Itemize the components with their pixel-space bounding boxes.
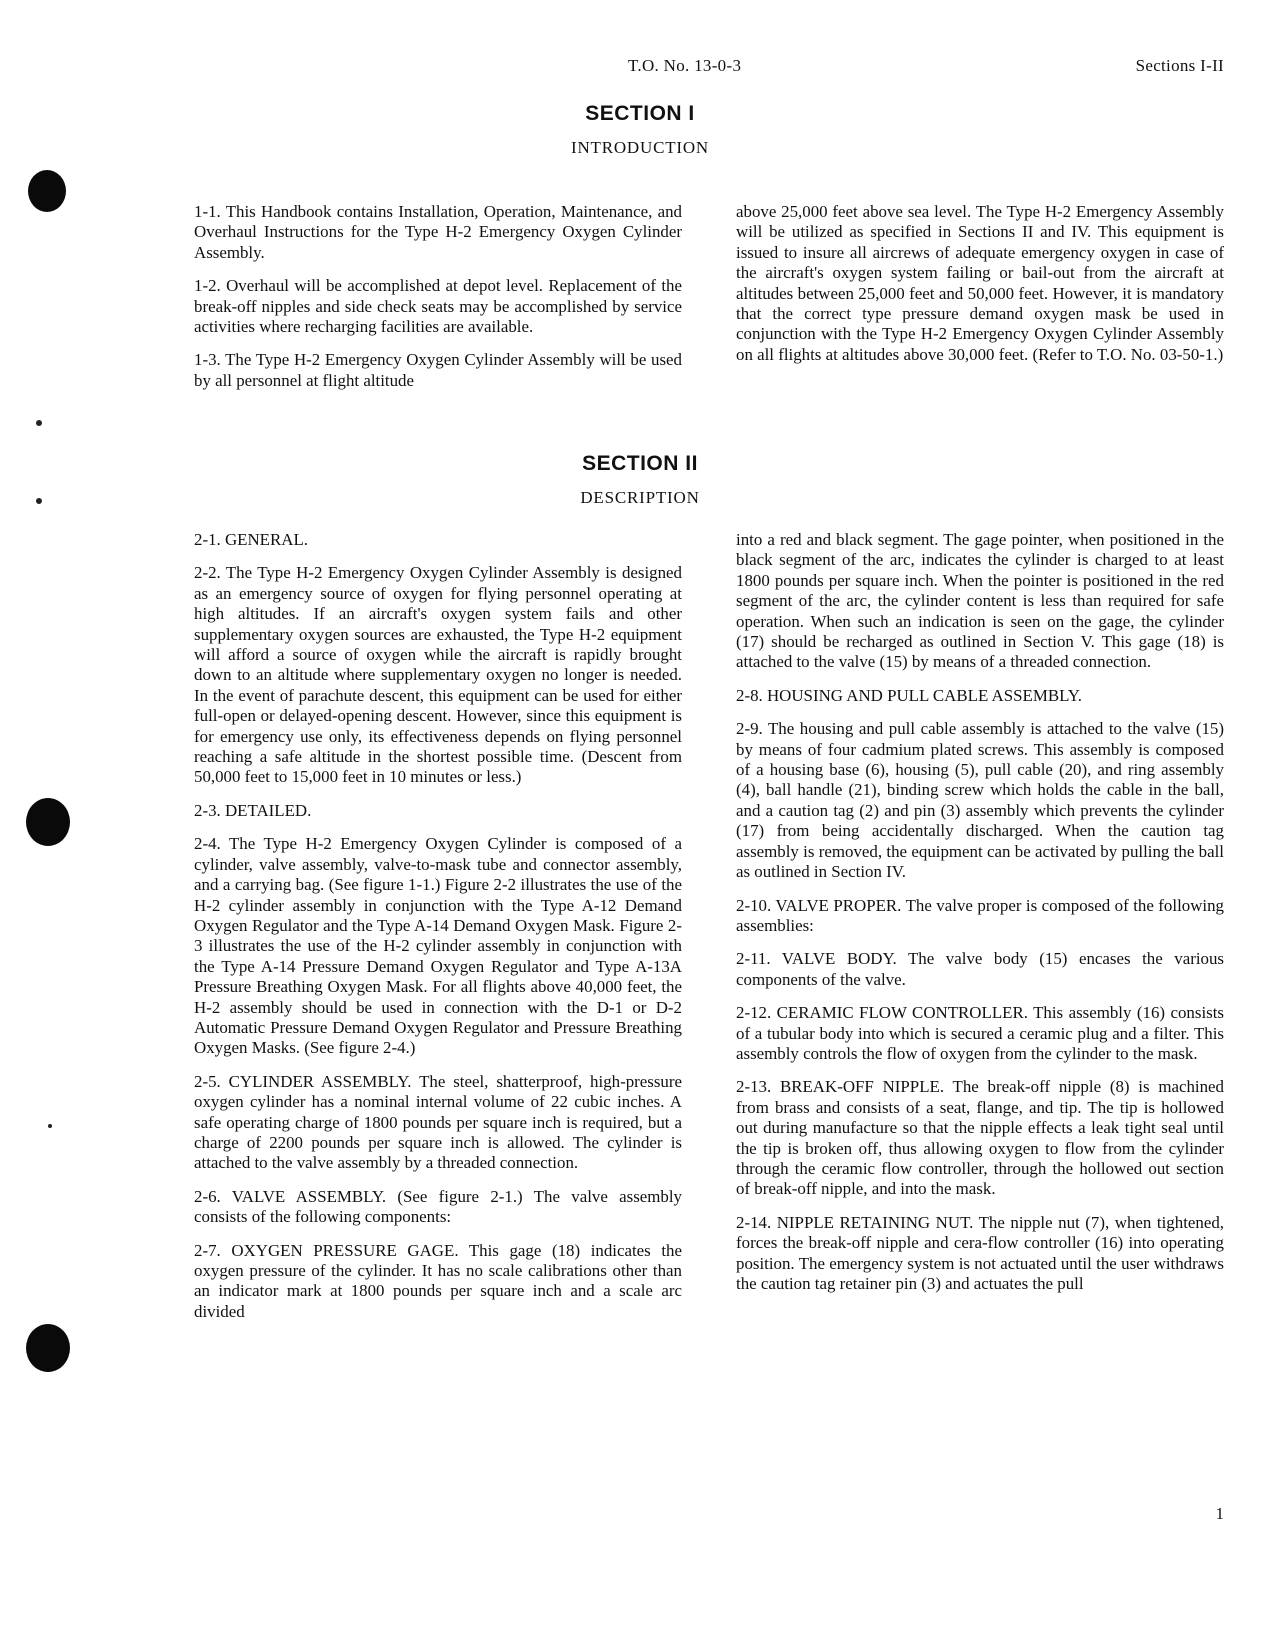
section-2-left-column bbox=[194, 530, 682, 1335]
paragraph-2-14: 2-14. NIPPLE RETAINING NUT. The nipple nut (7), when tightened, forces the break-off nipple and cera-flow controller (16) into operating position. The emergency system is not actuated until the user withdraws the caution tag retainer pin (3) and actuates the pull bbox=[736, 1212, 1224, 1293]
paragraph-2-7: 2-7. OXYGEN PRESSURE GAGE. This gage (18) indicates the oxygen pressure of the cylinder. It has no scale calibrations other than an indicator mark at 1800 pounds per square inch and a scale arc divided bbox=[194, 1240, 682, 1321]
paragraph-1-3: 1-3. The Type H-2 Emergency Oxygen Cylinder Assembly will be used by all personnel at flight altitude bbox=[194, 350, 682, 390]
speck-mark bbox=[36, 420, 42, 426]
section-1-right-column bbox=[736, 202, 1224, 378]
section-2-title: SECTION II bbox=[582, 452, 698, 475]
speck-mark bbox=[48, 1124, 52, 1128]
paragraph-2-4: 2-4. The Type H-2 Emergency Oxygen Cylinder is composed of a cylinder, valve assembly, valve-to-mask tube and connector assembly, and a carrying bag. (See figure 1-1.) Figure 2-2 illustrates the use of the H-2 cylinder assembly in conjunction with the Type A-12 Demand Oxygen Regulator and the Type A-14 Demand Oxygen Mask. Figure 2-3 illustrates the use of the H-2 cylinder assembly in conjunction with the Type A-14 Pressure Demand Oxygen Regulator and Type A-13A Pressure Breathing Oxygen Mask. For all flights above 40,000 feet, the H-2 assembly should be used in connection with the D-1 or D-2 Automatic Pressure Demand Oxygen Regulator and Pressure Breathing Oxygen Masks. (See figure 2-4.) bbox=[194, 834, 682, 1058]
section-1-title: SECTION I bbox=[585, 102, 695, 125]
paragraph-2-5: 2-5. CYLINDER ASSEMBLY. The steel, shatterproof, high-pressure oxygen cylinder has a nominal internal volume of 22 cubic inches. A safe operating charge of 1800 pounds per square inch is required, but a charge of 2200 pounds per square inch is allowed. The cylinder is attached to the valve assembly by a threaded connection. bbox=[194, 1071, 682, 1173]
paragraph-2-2: 2-2. The Type H-2 Emergency Oxygen Cylinder Assembly is designed as an emergency source of oxygen for flying personnel operating at high altitudes. If an aircraft's oxygen system fails and other supplementary oxygen sources are exhausted, the Type H-2 equipment will afford a source of oxygen while the aircraft is rapidly brought down to an altitude where supplementary oxygen no longer is needed. In the event of parachute descent, this equipment can be used for either full-open or delayed-opening descent. However, since this equipment is for emergency use only, its effectiveness depends on flying personnel reaching a safe altitude in the shortest possible time. (Descent from 50,000 feet to 15,000 feet in 10 minutes or less.) bbox=[194, 563, 682, 787]
paragraph-2-1: 2-1. GENERAL. bbox=[194, 530, 308, 549]
section-1-subtitle: INTRODUCTION bbox=[570, 138, 710, 157]
paragraph-2-13: 2-13. BREAK-OFF NIPPLE. The break-off nipple (8) is machined from brass and consists of a seat, flange, and tip. The tip is hollowed out during manufacture so that the nipple effects a leak tight seal until the tip is broken off, thus allowing oxygen to flow from the cylinder through the ceramic flow controller, through the hollowed out section of break-off nipple, and into the mask. bbox=[736, 1077, 1224, 1199]
paragraph-2-8: 2-8. HOUSING AND PULL CABLE ASSEMBLY. bbox=[736, 685, 1083, 705]
page-number: 1 bbox=[1215, 1504, 1224, 1523]
paragraph-2-6: 2-6. VALVE ASSEMBLY. (See figure 2-1.) The valve assembly consists of the following components: bbox=[194, 1186, 682, 1227]
paragraph-2-10: 2-10. VALVE PROPER. The valve proper is composed of the following assemblies: bbox=[736, 895, 1224, 935]
paragraph-2-9: 2-9. The housing and pull cable assembly is attached to the valve (15) by means of four cadmium plated screws. This assembly is composed of a housing base (6), housing (5), pull cable (20), and ring assembly (4), ball handle (21), binding screw which holds the cable in the ball, and a caution tag (2) and pin (3) assembly which prevents the cylinder (17) from being accidentally discharged. When the caution tag assembly is removed, the equipment can be activated by pulling the ball as outlined in Section IV. bbox=[736, 719, 1224, 882]
punch-hole-bottom bbox=[26, 1324, 70, 1372]
section-2-right-column bbox=[736, 530, 1224, 1307]
document-number: T.O. No. 13-0-3 bbox=[628, 56, 742, 75]
paragraph-1-3-continued: above 25,000 feet above sea level. The Type H-2 Emergency Assembly will be utilized as specified in Sections II and IV. This equipment is issued to insure all aircrews of adequate emergency oxygen in case of the aircraft's oxygen system failing or bail-out from the aircraft at altitudes between 25,000 feet and 50,000 feet. However, it is mandatory that the correct type pressure demand oxygen mask be used in conjunction with the Type H-2 Emergency Oxygen Cylinder Assembly on all flights at altitudes above 30,000 feet. (Refer to T.O. No. 03-50-1.) bbox=[736, 202, 1224, 364]
section-1-left-column bbox=[194, 202, 682, 404]
paragraph-2-3: 2-3. DETAILED. bbox=[194, 800, 312, 820]
section-2-subtitle: DESCRIPTION bbox=[580, 488, 700, 507]
paragraph-2-11: 2-11. VALVE BODY. The valve body (15) encases the various components of the valve. bbox=[736, 949, 1224, 989]
paragraph-1-2: 1-2. Overhaul will be accomplished at depot level. Replacement of the break-off nipples and side check seats may be accomplished by service activities where recharging facilities are available. bbox=[194, 276, 682, 337]
punch-hole-top bbox=[28, 170, 66, 212]
punch-hole-middle bbox=[26, 798, 70, 846]
sections-label: Sections I-II bbox=[1135, 56, 1224, 75]
paragraph-1-1: 1-1. This Handbook contains Installation, Operation, Maintenance, and Overhaul Instructions for the Type H-2 Emergency Oxygen Cylinder Assembly. bbox=[194, 202, 682, 262]
paragraph-2-12: 2-12. CERAMIC FLOW CONTROLLER. This assembly (16) consists of a tubular body into which is secured a ceramic plug and a filter. This assembly controls the flow of oxygen from the cylinder to the mask. bbox=[736, 1003, 1224, 1063]
paragraph-2-7-continued: into a red and black segment. The gage pointer, when positioned in the black segment of the arc, indicates the cylinder is charged to at least 1800 pounds per square inch. When the pointer is positioned in the red segment of the arc, the cylinder content is less than required for safe operation. When such an indication is seen on the gage, the cylinder (17) should be recharged as outlined in Section V. This gage (18) is attached to the valve (15) by means of a threaded connection. bbox=[736, 530, 1224, 672]
